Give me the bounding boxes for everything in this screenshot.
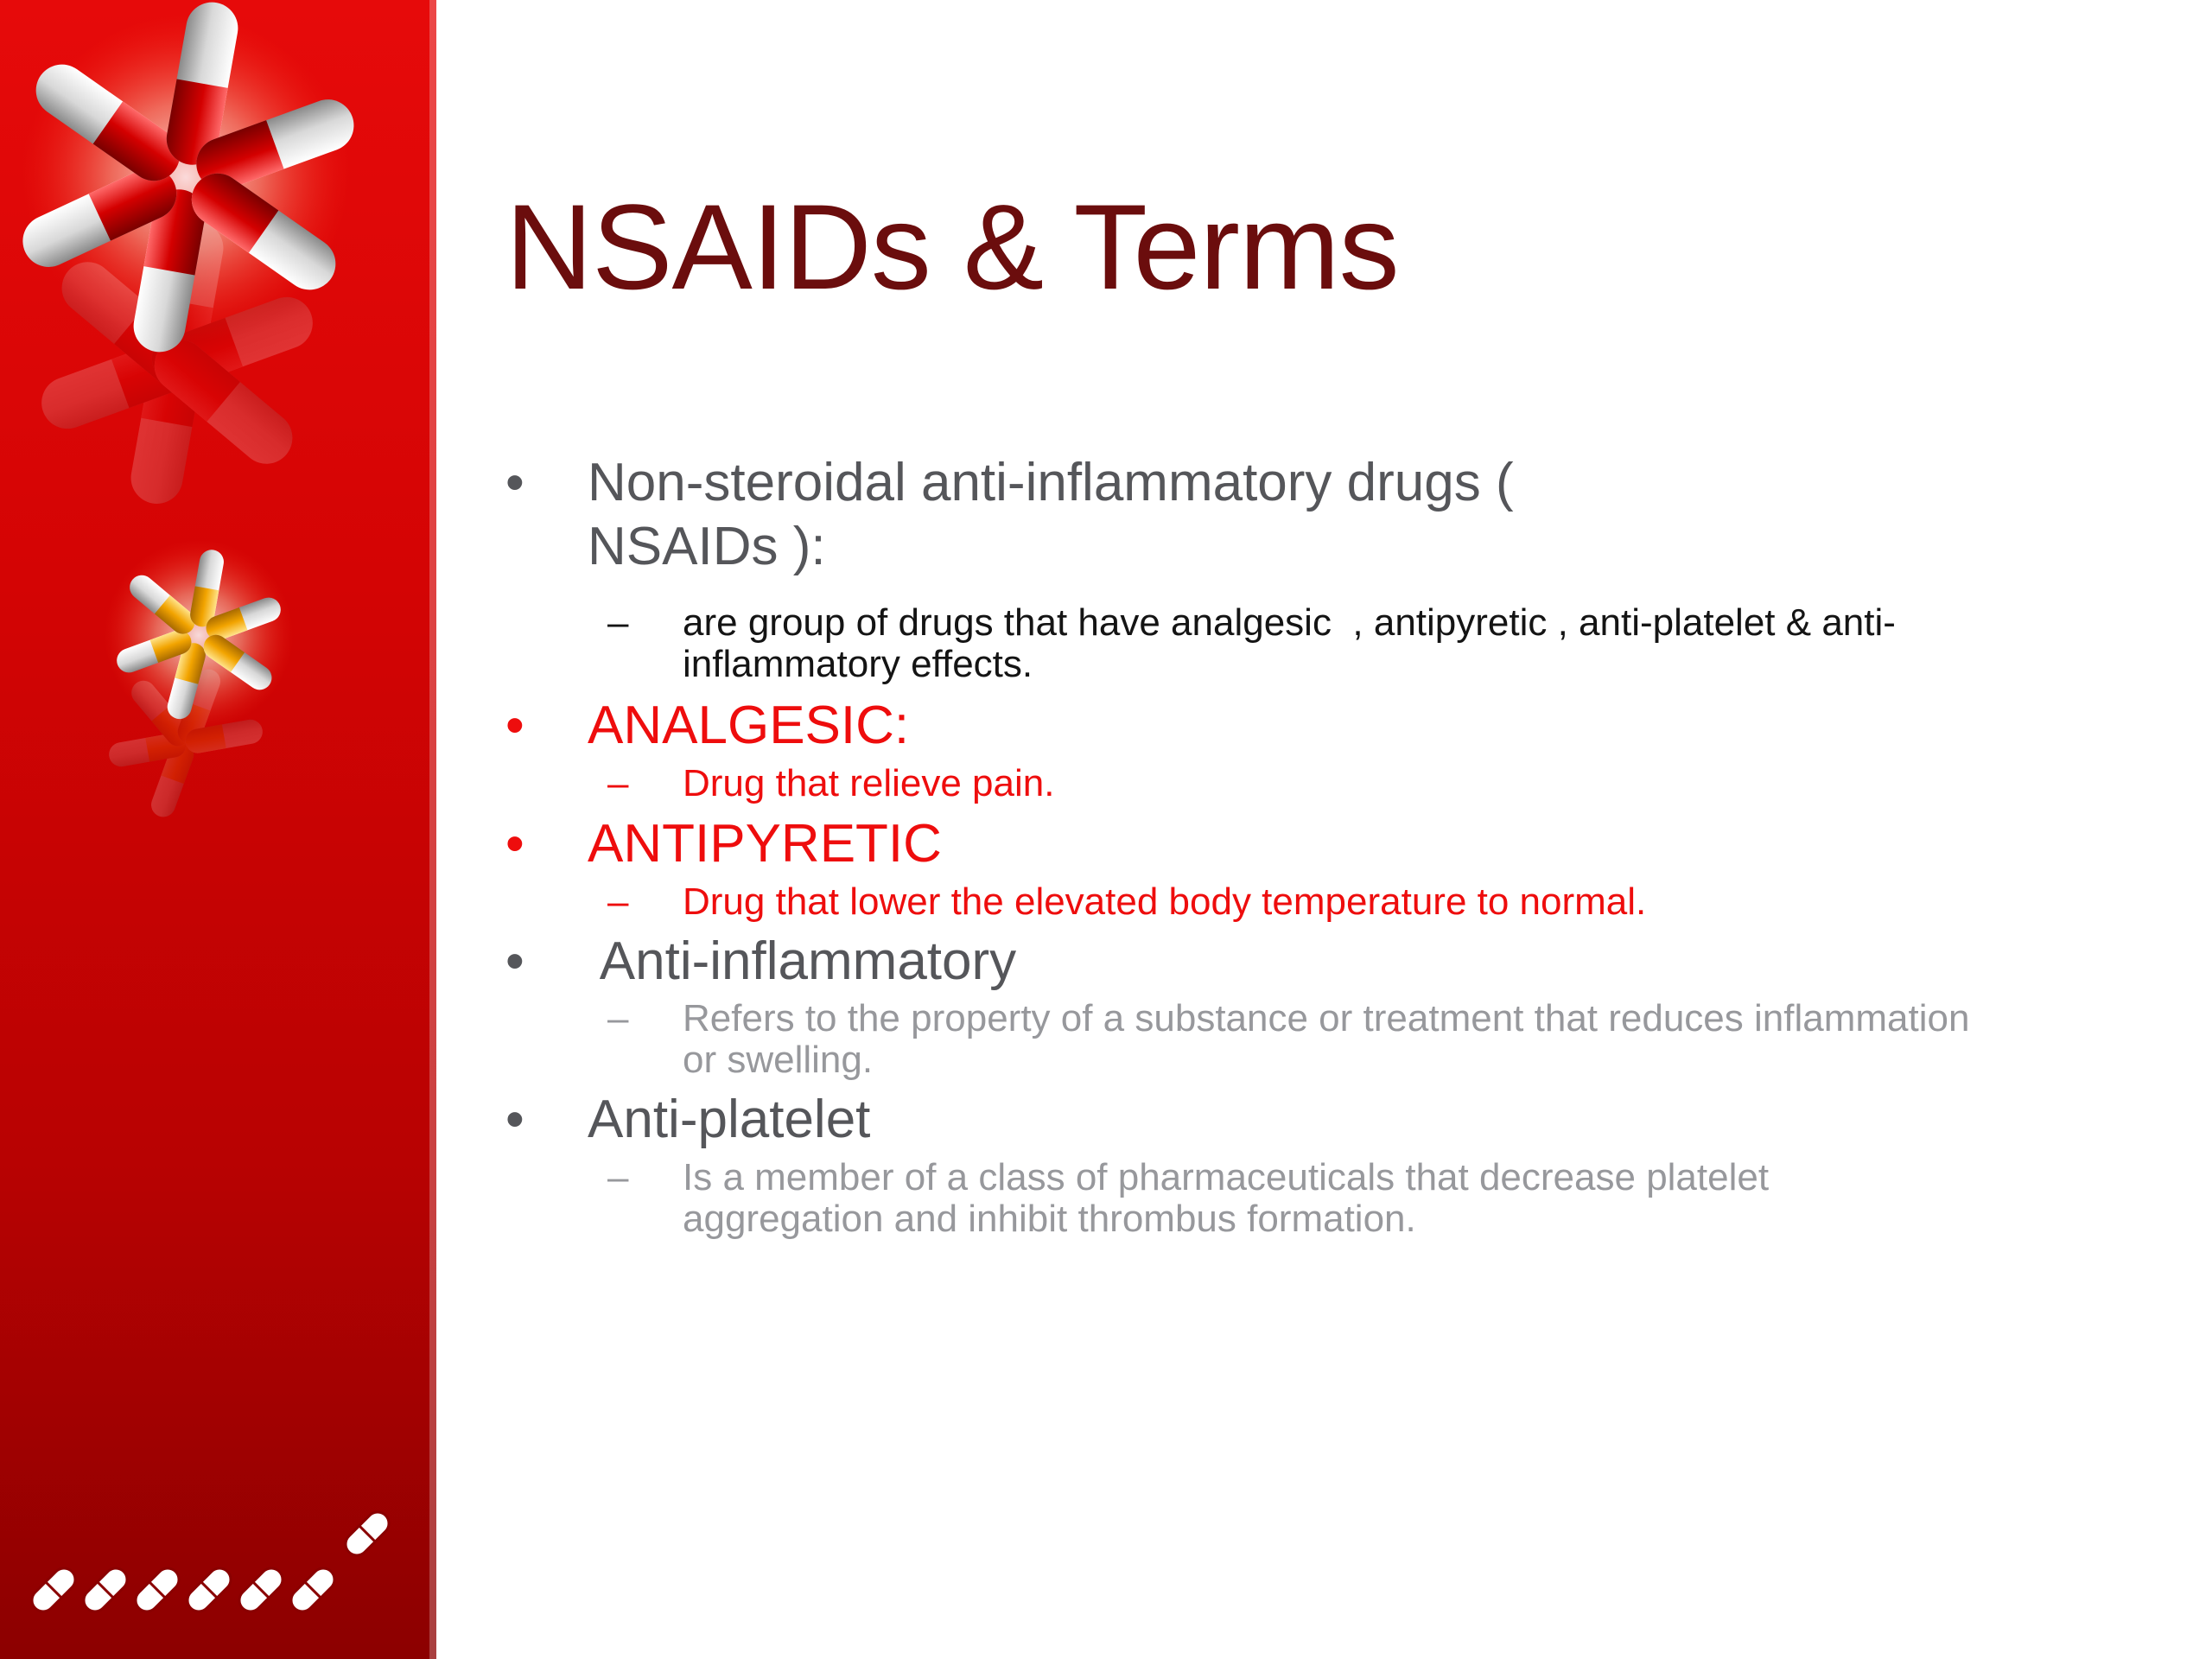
capsule-cluster-red-icon: [15, 0, 361, 508]
definition-line: Refers to the property of a substance or treatment that reduces inflammation: [683, 997, 1970, 1039]
capsule-row-icon: [28, 1508, 394, 1617]
slide-title: NSAIDs & Terms: [505, 179, 1399, 315]
definition-line: are group of drugs that have analgesic , antipyretic , anti-platelet & anti-: [683, 601, 1896, 644]
decorative-sidebar: [0, 0, 436, 1659]
dash-icon: –: [607, 601, 629, 644]
definition-line: Is a member of a class of pharmaceuticals that decrease platelet: [683, 1156, 1770, 1198]
term-line: NSAIDs ):: [588, 517, 826, 576]
definition-line: Drug that lower the elevated body temperature to normal.: [683, 880, 1647, 923]
bullet-icon: •: [505, 696, 524, 755]
bullet-icon: •: [505, 453, 524, 512]
bullet-icon: •: [505, 931, 524, 991]
definition-line: Drug that relieve pain.: [683, 762, 1055, 804]
term-line: Non-steroidal anti-inflammatory drugs (: [588, 453, 1514, 512]
term-line: ANALGESIC:: [588, 696, 910, 755]
dash-icon: –: [607, 880, 629, 923]
term-line: Anti-inflammatory: [588, 931, 1017, 991]
term-line: ANTIPYRETIC: [588, 814, 942, 874]
dash-icon: –: [607, 997, 629, 1039]
definition-line: inflammatory effects.: [683, 643, 1033, 685]
dash-icon: –: [607, 762, 629, 804]
term-line: Anti-platelet: [588, 1090, 871, 1149]
capsule-cluster-yellow-icon: [104, 540, 294, 820]
dash-icon: –: [607, 1156, 629, 1198]
bullet-icon: •: [505, 814, 524, 874]
definition-line: or swelling.: [683, 1039, 874, 1081]
bullet-icon: •: [505, 1090, 524, 1149]
definition-line: aggregation and inhibit thrombus formation.: [683, 1198, 1416, 1240]
